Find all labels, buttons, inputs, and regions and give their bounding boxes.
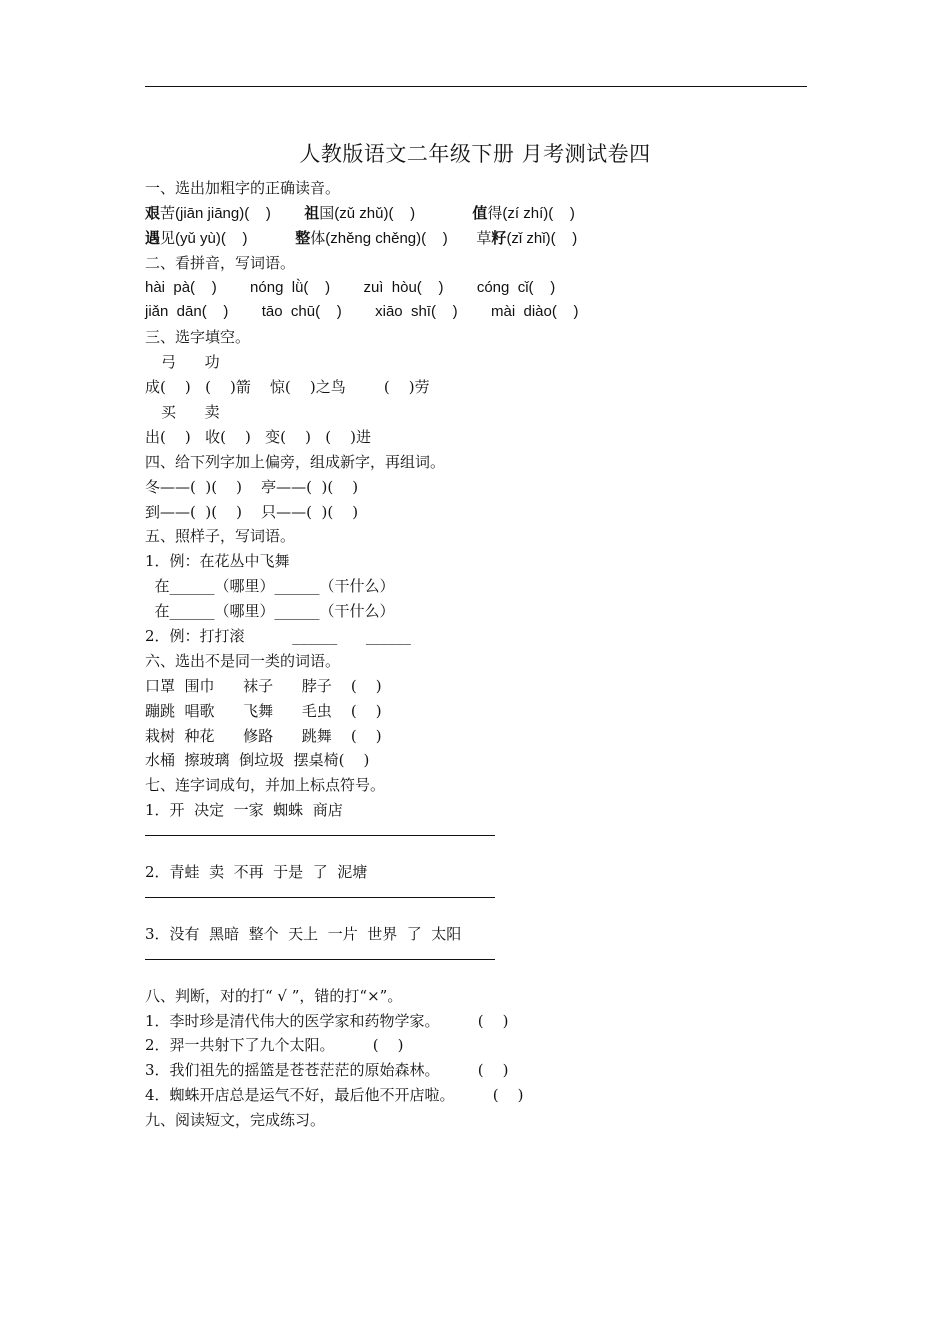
s4-row-1: 冬——( )( ) 亭——( )( ) (145, 477, 359, 496)
s2-row-2 (145, 300, 825, 325)
s6-row: 蹦跳 唱歌 飞舞 毛虫 ( ) (145, 701, 382, 720)
pinyin-item: zuì hòu( ) (363, 278, 444, 296)
bold-char: 籽 (491, 228, 507, 247)
pinyin-choice: 见(yǔ yù)( ) (160, 229, 248, 247)
s7-question-1: 1．开 决定 一家 蜘蛛 商店 (145, 801, 343, 820)
s1-row-1 (145, 201, 825, 226)
bold-char: 祖 (304, 203, 320, 222)
s5-example-2: 2．例：打打滚 ______ ______ (145, 627, 411, 646)
pinyin-item: hài pà( ) (145, 278, 217, 296)
s6-row: 栽树 种花 修路 跳舞 ( ) (145, 726, 382, 745)
s7-answer-1[interactable] (145, 835, 825, 860)
section-1-heading: 一、选出加粗字的正确读音。 (145, 179, 341, 197)
bold-char: 整 (295, 228, 311, 247)
section-9-heading: 九、阅读短文，完成练习。 (145, 1111, 326, 1130)
pinyin-item: cóng cǐ( ) (476, 278, 556, 296)
answer-line[interactable] (145, 897, 495, 899)
pinyin-item: jiǎn dān( ) (145, 303, 229, 321)
pinyin-item: mài diào( ) (490, 303, 579, 321)
s3-row-1: 成( ) ( )箭 惊( )之鸟 ( )劳 (145, 378, 430, 397)
s3-char-pair-2: 买 卖 (161, 403, 220, 422)
s2-row-1 (145, 276, 825, 301)
section-4-heading: 四、给下列字加上偏旁，组成新字，再组词。 (145, 452, 446, 471)
answer-line[interactable] (145, 959, 495, 961)
section-3-heading: 三、选字填空。 (145, 328, 251, 347)
page-title: 人教版语文二年级下册 月考测试卷四 (299, 142, 651, 166)
s1-row-2 (145, 226, 825, 251)
bold-char: 艰 (145, 203, 161, 222)
s3-char-pair-1: 弓 功 (161, 353, 220, 372)
s8-item: 2．羿一共射下了九个太阳。 ( ) (145, 1036, 404, 1055)
plain-char: 草 (476, 228, 492, 247)
section-7-heading: 七、连字词成句，并加上标点符号。 (145, 776, 386, 795)
s7-answer-2[interactable] (145, 897, 825, 922)
s5-example-1: 1．例：在花丛中飞舞 (145, 552, 290, 571)
s7-question-2: 2．青蛙 卖 不再 于是 了 泥塘 (145, 863, 368, 882)
pinyin-item: xiāo shī( ) (375, 303, 458, 321)
header-rule (145, 86, 807, 87)
section-6-heading: 六、选出不是同一类的词语。 (145, 651, 341, 670)
s3-row-2: 出( ) 收( ) 变( ) ( )进 (145, 427, 372, 446)
bold-char: 遇 (145, 228, 161, 247)
bold-char: 值 (472, 203, 488, 222)
s6-row: 水桶 擦玻璃 倒垃圾 摆桌椅( ) (145, 751, 370, 770)
section-2-heading: 二、看拼音，写词语。 (145, 253, 296, 272)
pinyin-item: tāo chū( ) (261, 303, 342, 321)
pinyin-choice: (zǐ zhǐ)( ) (506, 229, 578, 247)
s8-item: 3．我们祖先的摇篮是苍苍茫茫的原始森林。 ( ) (145, 1061, 509, 1080)
s8-item: 4．蜘蛛开店总是运气不好，最后他不开店啦。 ( ) (145, 1086, 524, 1105)
pinyin-choice: 苦(jiān jiāng)( ) (160, 204, 271, 222)
pinyin-choice: 国(zǔ zhǔ)( ) (319, 204, 416, 222)
s5-fill-2: 在______（哪里）______（干什么） (145, 602, 395, 621)
pinyin-item: nóng lǜ( ) (250, 278, 331, 296)
s6-row: 口罩 围巾 袜子 脖子 ( ) (145, 676, 382, 695)
worksheet-body (145, 176, 825, 1133)
pinyin-choice: 体(zhěng chěng)( ) (310, 229, 448, 247)
s8-item: 1．李时珍是清代伟大的医学家和药物学家。 ( ) (145, 1011, 509, 1030)
s7-question-3: 3．没有 黑暗 整个 天上 一片 世界 了 太阳 (145, 924, 462, 943)
s7-answer-3[interactable] (145, 959, 825, 984)
answer-line[interactable] (145, 835, 495, 837)
s5-fill-1: 在______（哪里）______（干什么） (145, 577, 395, 596)
section-5-heading: 五、照样子，写词语。 (145, 527, 296, 546)
s4-row-2: 到——( )( ) 只——( )( ) (145, 502, 359, 521)
pinyin-choice: 得(zí zhí)( ) (487, 204, 575, 222)
section-8-heading: 八、判断，对的打“ √ ”，错的打“×”。 (145, 986, 403, 1005)
